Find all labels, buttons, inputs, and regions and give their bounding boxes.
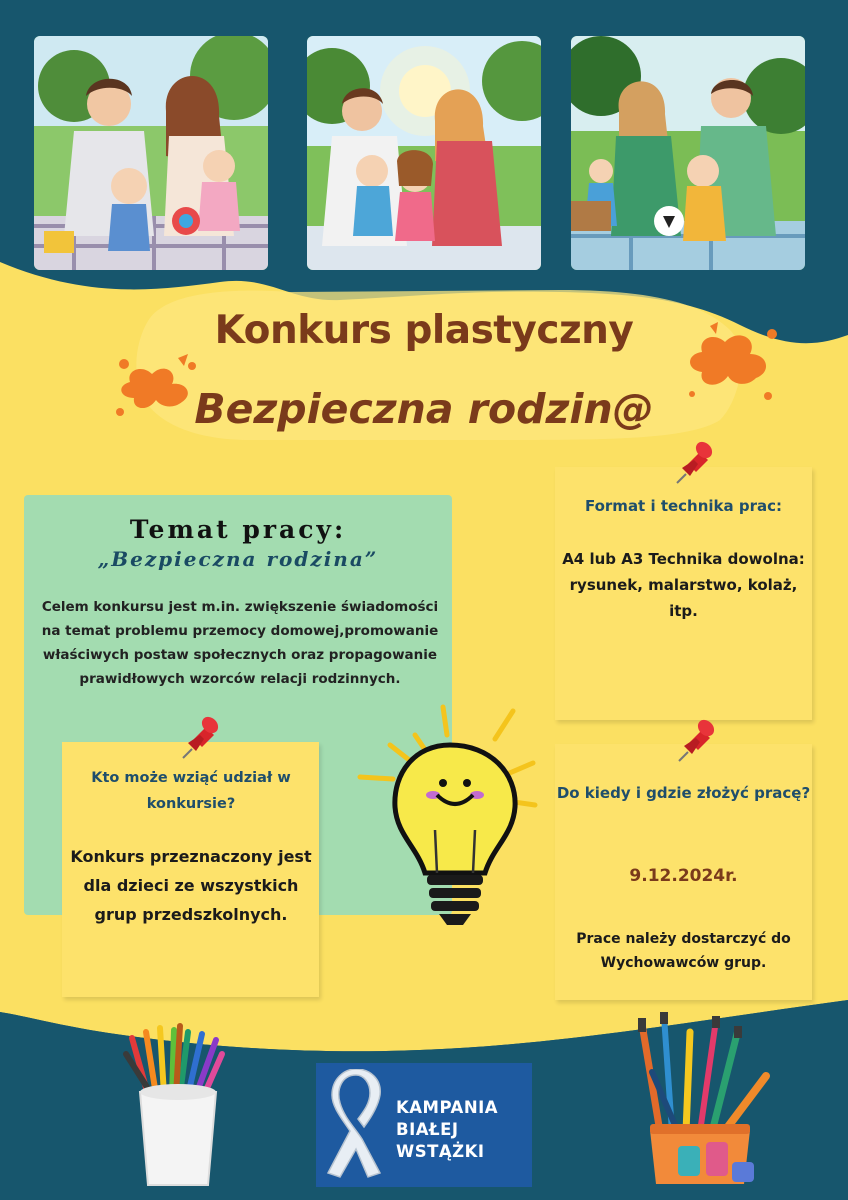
deadline-heading: Do kiedy i gdzie złożyć pracę? (556, 784, 811, 802)
family-photo-3 (571, 36, 805, 270)
topic-description: Celem konkursu jest m.in. zwiększenie świadomości na temat problemu przemocy domowej,promowanie właściwych postaw społecznych oraz propagowanie prawidłowych wzorców relacji rodzinnych. (41, 599, 439, 687)
pencil-cup-icon (118, 1020, 238, 1190)
page-subtitle: Bezpieczna rodzin@ (194, 385, 654, 433)
topic-heading: Temat pracy: (129, 515, 347, 544)
white-ribbon-campaign-logo (316, 1063, 532, 1187)
who-description: Konkurs przeznaczony jest dla dzieci ze wszystkich grup przedszkolnych. (70, 847, 312, 924)
paint-brushes-icon (620, 1012, 790, 1192)
logo-line-3: WSTĄŻKI (396, 1142, 485, 1161)
lightbulb-smiley-icon (355, 695, 555, 930)
topic-subtitle: „Bezpieczna rodzina” (97, 547, 379, 571)
push-pin-icon (676, 716, 720, 762)
push-pin-icon (180, 713, 224, 759)
logo-line-1: KAMPANIA (396, 1098, 499, 1117)
format-heading: Format i technika prac: (584, 497, 783, 515)
logo-line-2: BIAŁEJ (396, 1120, 459, 1139)
white-ribbon-icon (322, 1069, 392, 1181)
family-photo-2 (307, 36, 541, 270)
page-title: Konkurs plastyczny (214, 308, 634, 353)
family-photo-1 (34, 36, 268, 270)
deadline-date: 9.12.2024r. (629, 866, 738, 886)
format-description: A4 lub A3 Technika dowolna: rysunek, malarstwo, kolaż, itp. (562, 550, 805, 620)
push-pin-icon (674, 438, 718, 484)
who-heading: Kto może wziąć udział w konkursie? (91, 770, 291, 812)
deadline-description: Prace należy dostarczyć do Wychowawców grup. (576, 931, 791, 971)
logo-text (396, 1097, 498, 1163)
